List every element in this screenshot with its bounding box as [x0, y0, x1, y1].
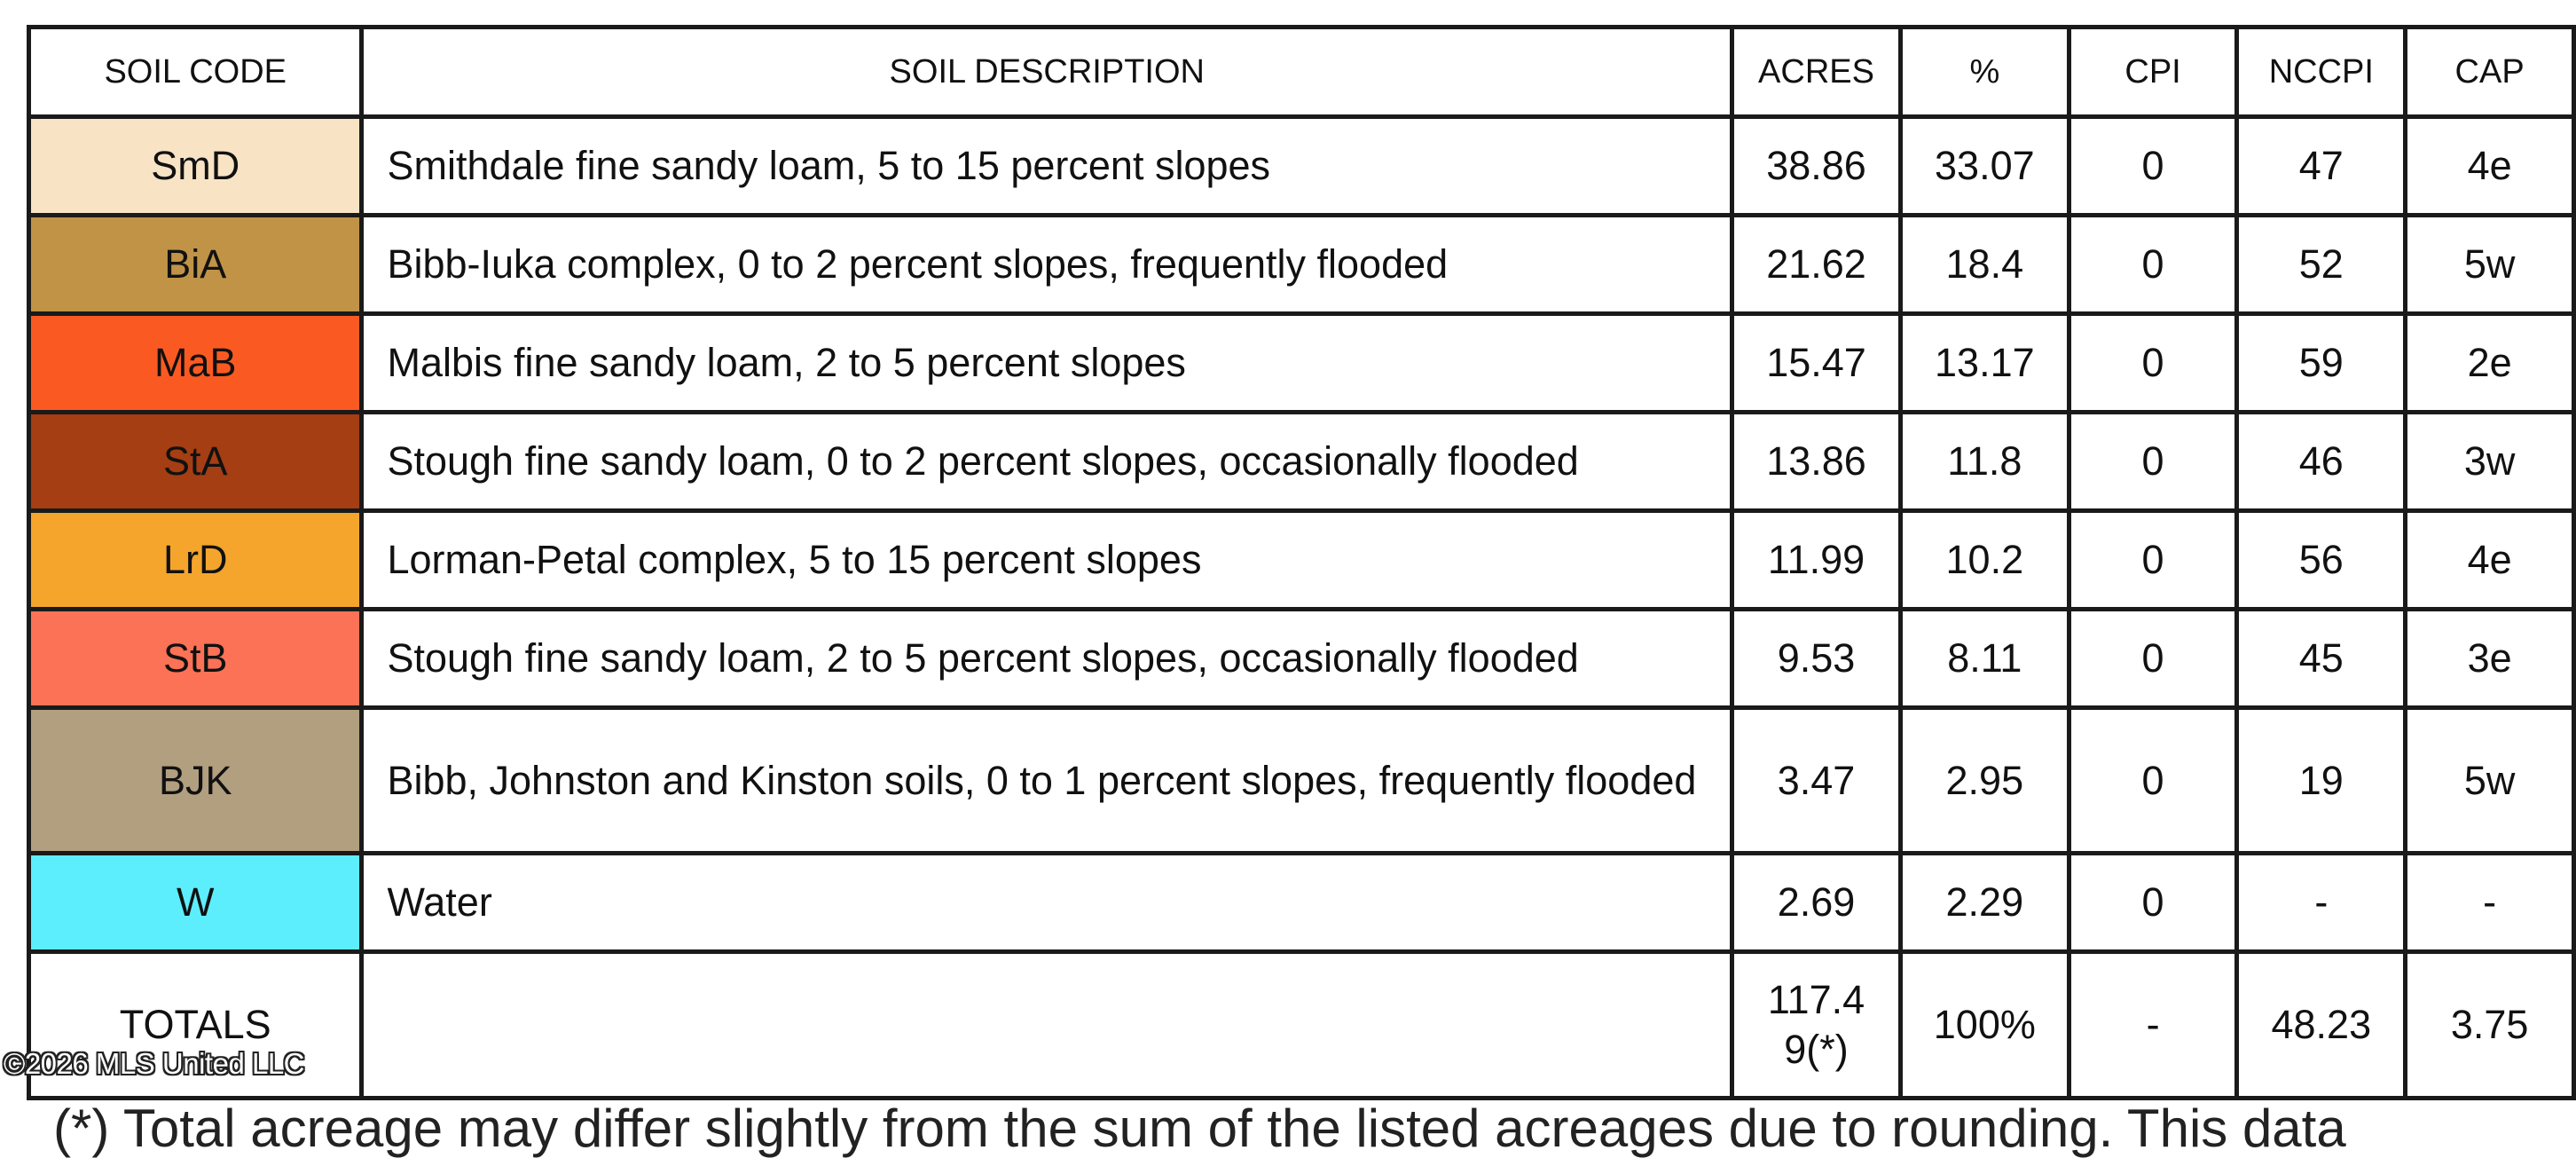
soil-description-cell: Stough fine sandy loam, 0 to 2 percent slopes, occasionally flooded — [362, 413, 1732, 511]
table-row — [29, 708, 2574, 854]
soil-code-cell: LrD — [29, 511, 362, 610]
acres-cell: 11.99 — [1732, 511, 1901, 610]
cap-cell: 4e — [2406, 511, 2574, 610]
table-header-row — [29, 28, 2574, 117]
percent-cell: 2.95 — [1900, 708, 2069, 854]
header-soil-description: SOIL DESCRIPTION — [362, 28, 1732, 117]
totals-row — [29, 952, 2574, 1099]
soil-description-cell: Smithdale fine sandy loam, 5 to 15 percent slopes — [362, 117, 1732, 216]
nccpi-cell: 46 — [2237, 413, 2406, 511]
acres-cell: 38.86 — [1732, 117, 1901, 216]
totals-percent: 100% — [1900, 952, 2069, 1099]
percent-cell: 13.17 — [1900, 314, 2069, 413]
totals-description — [362, 952, 1732, 1099]
acres-cell: 2.69 — [1732, 854, 1901, 952]
totals-acres: 117.4 9(*) — [1732, 952, 1901, 1099]
header-acres: ACRES — [1732, 28, 1901, 117]
totals-label: TOTALS — [29, 952, 362, 1099]
percent-cell: 11.8 — [1900, 413, 2069, 511]
acres-cell: 15.47 — [1732, 314, 1901, 413]
soil-description-cell: Malbis fine sandy loam, 2 to 5 percent slopes — [362, 314, 1732, 413]
soil-table — [27, 25, 2576, 1100]
soil-code-cell: StA — [29, 413, 362, 511]
percent-cell: 10.2 — [1900, 511, 2069, 610]
table-row — [29, 216, 2574, 314]
cpi-cell: 0 — [2069, 314, 2237, 413]
table-row — [29, 610, 2574, 708]
footnote-clipped — [53, 1099, 2576, 1158]
acres-cell: 9.53 — [1732, 610, 1901, 708]
header-soil-code: SOIL CODE — [29, 28, 362, 117]
soil-code-cell: MaB — [29, 314, 362, 413]
soil-code-cell: BiA — [29, 216, 362, 314]
footnote-text: (*) Total acreage may differ slightly from the sum of the listed acreages due to rounding. This data — [53, 1099, 2346, 1158]
cap-cell: - — [2406, 854, 2574, 952]
nccpi-cell: 19 — [2237, 708, 2406, 854]
cap-cell: 3e — [2406, 610, 2574, 708]
cpi-cell: 0 — [2069, 511, 2237, 610]
percent-cell: 8.11 — [1900, 610, 2069, 708]
cpi-cell: 0 — [2069, 854, 2237, 952]
nccpi-cell: 45 — [2237, 610, 2406, 708]
cpi-cell: 0 — [2069, 413, 2237, 511]
header-percent: % — [1900, 28, 2069, 117]
soil-description-cell: Stough fine sandy loam, 2 to 5 percent slopes, occasionally flooded — [362, 610, 1732, 708]
cap-cell: 3w — [2406, 413, 2574, 511]
soil-code-cell: BJK — [29, 708, 362, 854]
acres-cell: 21.62 — [1732, 216, 1901, 314]
soil-description-cell: Water — [362, 854, 1732, 952]
table-row — [29, 117, 2574, 216]
soil-description-cell: Bibb-Iuka complex, 0 to 2 percent slopes, frequently flooded — [362, 216, 1732, 314]
header-cpi: CPI — [2069, 28, 2237, 117]
header-nccpi: NCCPI — [2237, 28, 2406, 117]
cap-cell: 5w — [2406, 216, 2574, 314]
percent-cell: 18.4 — [1900, 216, 2069, 314]
nccpi-cell: 52 — [2237, 216, 2406, 314]
totals-cap: 3.75 — [2406, 952, 2574, 1099]
table-row — [29, 511, 2574, 610]
cpi-cell: 0 — [2069, 610, 2237, 708]
soil-code-cell: StB — [29, 610, 362, 708]
cap-cell: 5w — [2406, 708, 2574, 854]
table-row — [29, 314, 2574, 413]
cpi-cell: 0 — [2069, 216, 2237, 314]
acres-cell: 3.47 — [1732, 708, 1901, 854]
acres-cell: 13.86 — [1732, 413, 1901, 511]
soil-description-cell: Lorman-Petal complex, 5 to 15 percent slopes — [362, 511, 1732, 610]
soil-code-cell: SmD — [29, 117, 362, 216]
cpi-cell: 0 — [2069, 117, 2237, 216]
table-row — [29, 413, 2574, 511]
nccpi-cell: - — [2237, 854, 2406, 952]
cpi-cell: 0 — [2069, 708, 2237, 854]
percent-cell: 33.07 — [1900, 117, 2069, 216]
soil-description-cell: Bibb, Johnston and Kinston soils, 0 to 1 percent slopes, frequently flooded — [362, 708, 1732, 854]
totals-nccpi: 48.23 — [2237, 952, 2406, 1099]
cap-cell: 2e — [2406, 314, 2574, 413]
cap-cell: 4e — [2406, 117, 2574, 216]
nccpi-cell: 47 — [2237, 117, 2406, 216]
header-cap: CAP — [2406, 28, 2574, 117]
totals-cpi: - — [2069, 952, 2237, 1099]
nccpi-cell: 59 — [2237, 314, 2406, 413]
copyright-watermark: ©2026 MLS United LLC — [4, 1047, 305, 1080]
table-row — [29, 854, 2574, 952]
nccpi-cell: 56 — [2237, 511, 2406, 610]
percent-cell: 2.29 — [1900, 854, 2069, 952]
soil-code-cell: W — [29, 854, 362, 952]
